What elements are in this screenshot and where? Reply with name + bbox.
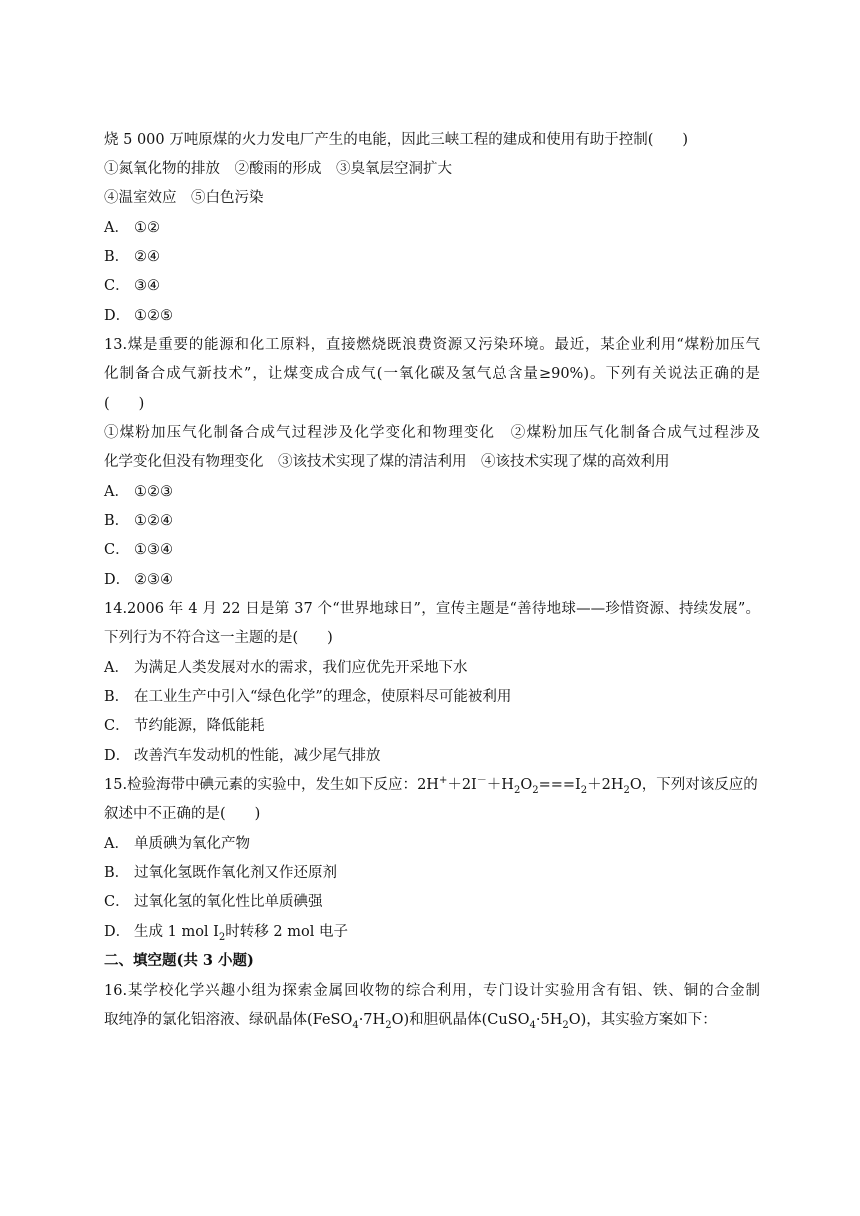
q14-stem-line1: 14.2006 年 4 月 22 日是第 37 个“世界地球日”，宣传主题是“善待地球——珍惜资源、持续发展”。 — [104, 601, 760, 617]
q12-option-d: D． ①②⑤ — [104, 308, 173, 324]
q13-option-c: C． ①③④ — [104, 542, 173, 558]
q12-items-line2: ④温室效应 ⑤白色污染 — [104, 190, 264, 206]
q15-option-d: D． 生成 1 mol $I_2$时转移 2 mol 电子 — [104, 924, 348, 943]
q12-option-b: B． ②④ — [104, 249, 160, 265]
q15-option-b: B． 过氧化氢既作氧化剂又作还原剂 — [104, 865, 337, 881]
q16-stem-line2: 取纯净的氯化铝溶液、绿矾晶体$(FeSO_4\cdot 7H_2O)$和胆矾晶体$(CuSO_4\cdot 5H_2O)$，其实验方案如下： — [104, 1012, 717, 1031]
q14-option-c: C． 节约能源，降低能耗 — [104, 718, 265, 734]
q15-option-a: A． 单质碘为氧化产物 — [104, 836, 250, 852]
q13-option-a: A． ①②③ — [104, 484, 173, 500]
q16-stem-line1: 16.某学校化学兴趣小组为探索金属回收物的综合利用，专门设计实验用含有铝、铁、铜的合金制 — [104, 983, 760, 999]
q13-option-d: D． ②③④ — [104, 572, 173, 588]
q13-stem-line3: ( ) — [104, 396, 145, 412]
q15-stem-line1: 15.检验海带中碘元素的实验中，发生如下反应：$2H^++2I^-+H_2O_2===I_2+2H_2O$，下列对该反应的 — [104, 775, 758, 796]
q13-stem-line2: 化制备合成气新技术”，让煤变成合成气(一氧化碳及氢气总含量≥90%)。下列有关说法正确的是 — [104, 366, 760, 382]
q12-stem-tail: 烧 5 000 万吨原煤的火力发电厂产生的电能，因此三峡工程的建成和使用有助于控制( ) — [104, 132, 689, 148]
q14-stem-line2: 下列行为不符合这一主题的是( ) — [104, 630, 333, 646]
q12-option-a: A． ①② — [104, 220, 160, 236]
q14-option-a: A． 为满足人类发展对水的需求，我们应优先开采地下水 — [104, 660, 468, 676]
section-2-heading: 二、填空题(共 3 小题) — [104, 952, 254, 969]
q12-option-c: C． ③④ — [104, 278, 160, 294]
q14-option-b: B． 在工业生产中引入“绿色化学”的理念，使原料尽可能被利用 — [104, 689, 512, 705]
q15-equation: $2H^++2I^-+H_2O_2===I_2+2H_2O$ — [417, 775, 642, 796]
q13-items-line2: 化学变化但没有物理变化 ③该技术实现了煤的清洁利用 ④该技术实现了煤的高效利用 — [104, 454, 670, 470]
q12-items-line1: ①氮氧化物的排放 ②酸雨的形成 ③臭氧层空洞扩大 — [104, 161, 452, 177]
q13-option-b: B． ①②④ — [104, 513, 173, 529]
q15-option-c: C． 过氧化氢的氧化性比单质碘强 — [104, 894, 323, 910]
q14-option-d: D． 改善汽车发动机的性能，减少尾气排放 — [104, 748, 381, 764]
q15-stem-line2: 叙述中不正确的是( ) — [104, 806, 261, 822]
q13-stem-line1: 13.煤是重要的能源和化工原料，直接燃烧既浪费资源又污染环境。最近，某企业利用“煤粉加压气 — [104, 337, 760, 353]
q13-items-line1: ①煤粉加压气化制备合成气过程涉及化学变化和物理变化 ②煤粉加压气化制备合成气过程涉及 — [104, 425, 760, 441]
